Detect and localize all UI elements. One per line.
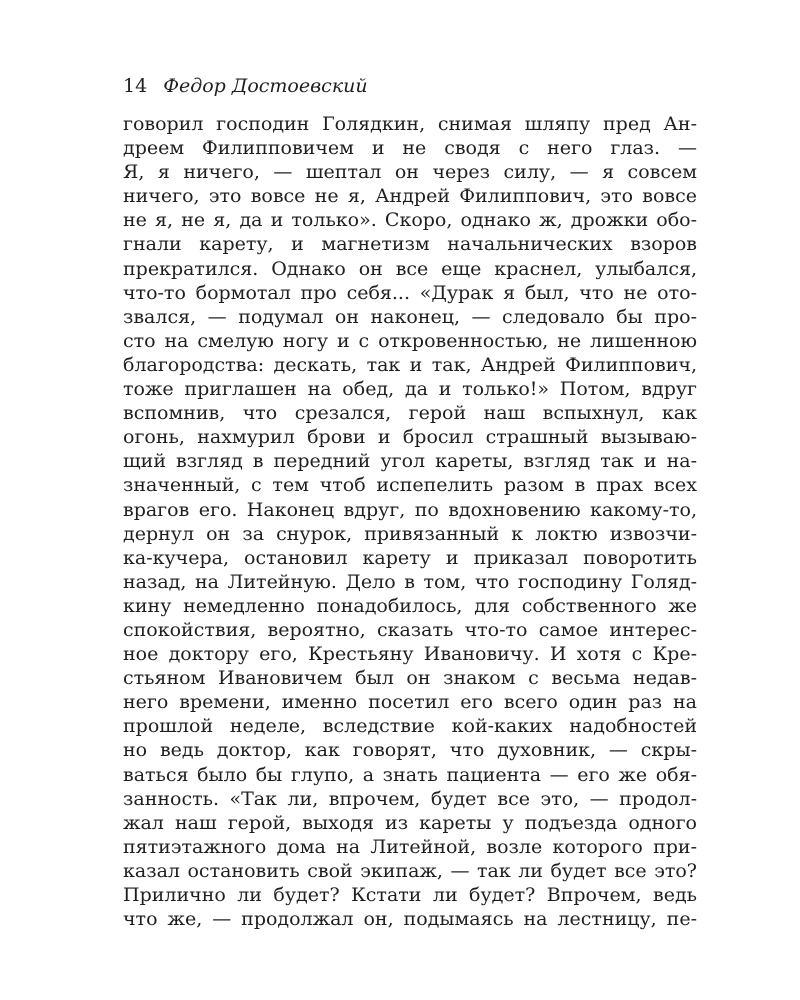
text-line: прекратился. Однако он все еще краснел, улыбался,: [123, 257, 697, 280]
text-line: огонь, нахмурил брови и бросил страшный вызываю-: [123, 426, 697, 449]
text-line: ничего, это вовсе не я, Андрей Филиппович, это вовсе: [123, 185, 697, 208]
text-line: дернул он за снурок, привязанный к локтю извозчи-: [123, 522, 697, 545]
running-head-author: Федор Достоевский: [163, 75, 368, 97]
text-line: спокойствия, вероятно, сказать что-то самое интерес-: [123, 618, 697, 641]
text-line: значенный, с тем чтоб испепелить разом в прах всех: [123, 474, 697, 497]
text-line: пятиэтажного дома на Литейной, возле которого при-: [123, 835, 697, 858]
text-line: Прилично ли будет? Кстати ли будет? Впрочем, ведь: [123, 884, 697, 906]
text-line: гнали карету, и магнетизм начальнических взоров: [123, 233, 697, 256]
text-line: него времени, именно посетил его всего один раз на: [123, 691, 697, 714]
text-line: стьяном Ивановичем был он знаком с весьма недав-: [123, 667, 697, 690]
text-line: говорил господин Голядкин, снимая шляпу пред Ан-: [123, 113, 697, 135]
text-line: щий взгляд в передний угол кареты, взгляд так и на-: [123, 450, 697, 473]
text-line: благородства: дескать, так и так, Андрей Филиппович,: [123, 353, 697, 376]
text-line: кину немедленно понадобилось, для собственного же: [123, 594, 697, 617]
text-line: но ведь доктор, как говорят, что духовник, — скры-: [123, 739, 697, 762]
text-line: казал остановить свой экипаж, — так ли будет все это?: [123, 859, 697, 882]
text-line: ка-кучера, остановил карету и приказал поворотить: [123, 546, 697, 569]
text-line: тоже приглашен на обед, да и только!» Потом, вдруг: [123, 378, 697, 401]
text-line: сто на смелую ногу и с откровенностью, не лишенною: [123, 329, 697, 352]
text-line: ваться было бы глупо, а знать пациента — его же обя-: [123, 763, 697, 786]
text-line: что-то бормотал про себя... «Дурак я был, что не ото-: [123, 281, 697, 304]
text-line: ное доктору его, Крестьяну Ивановичу. И хотя с Кре-: [123, 643, 697, 666]
text-line: назад, на Литейную. Дело в том, что господину Голяд-: [123, 570, 697, 593]
text-line: Я, я ничего, — шептал он через силу, — я совсем: [123, 161, 697, 184]
body-text: [123, 112, 697, 931]
text-line: прошлой неделе, вследствие кой-каких надобностей: [123, 715, 697, 738]
text-line: жал наш герой, выходя из кареты у подъезда одного: [123, 811, 697, 834]
text-line: занность. «Так ли, впрочем, будет все это, — продол-: [123, 787, 697, 810]
text-line: вспомнив, что срезался, герой наш вспыхнул, как: [123, 402, 697, 425]
text-line: что же, — продолжал он, подымаясь на лестницу, пе-: [123, 908, 697, 931]
running-head: [123, 74, 368, 98]
text-line: звался, — подумал он наконец, — следовало бы про-: [123, 305, 697, 328]
page-number: 14: [123, 75, 148, 97]
text-line: врагов его. Наконец вдруг, по вдохновению какому-то,: [123, 498, 697, 521]
text-line: не я, не я, да и только». Скоро, однако ж, дрожки обо-: [123, 209, 697, 232]
text-line: дреем Филипповичем и не сводя с него глаз. —: [123, 137, 697, 160]
